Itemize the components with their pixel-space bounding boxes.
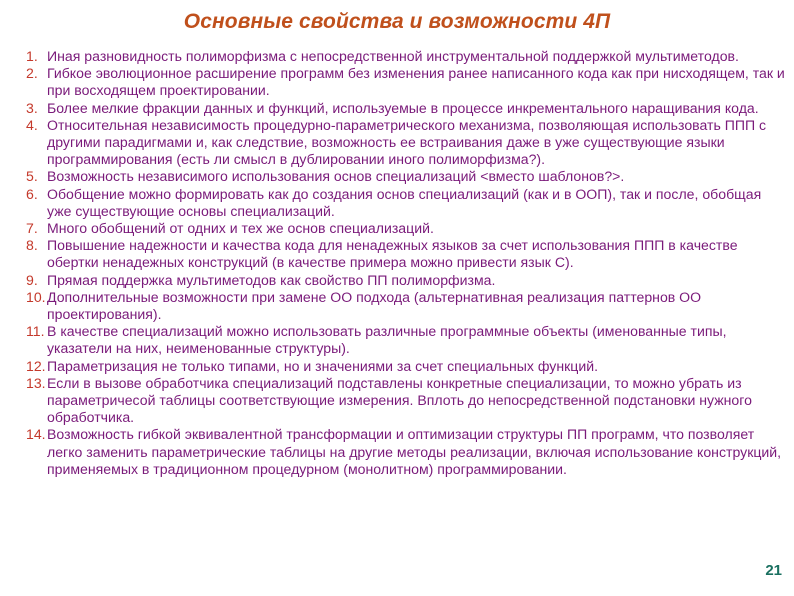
item-number: 12. bbox=[26, 357, 46, 374]
list-item bbox=[26, 168, 786, 185]
slide-title: Основные свойства и возможности 4П bbox=[183, 10, 611, 33]
item-number: 14. bbox=[26, 426, 46, 443]
item-text: Более мелкие фракции данных и функций, используемые в процессе инкрементального наращивания кода. bbox=[47, 99, 759, 116]
item-number: 6. bbox=[26, 185, 38, 202]
list-item bbox=[26, 65, 786, 99]
item-number: 13. bbox=[26, 374, 46, 391]
item-number: 10. bbox=[26, 288, 46, 305]
list-item bbox=[26, 220, 786, 237]
item-text: Иная разновидность полиморфизма с непосредственной инструментальной поддержкой мультиметодов. bbox=[47, 48, 739, 64]
item-number: 1. bbox=[26, 48, 38, 64]
item-text: Параметризация не только типами, но и значениями за счет специальных функций. bbox=[47, 357, 599, 374]
item-number: 4. bbox=[26, 116, 38, 133]
item-number: 2. bbox=[26, 65, 38, 82]
page-number: 21 bbox=[765, 562, 782, 579]
item-text: Возможность гибкой эквивалентной трансформации и оптимизации структуры ПП программ, что позволяет легко заменить параметрические таблицы на другие методы реализации, включая использование конструкций, применяемых в традиционном процедурном (монолитном) программировании. bbox=[47, 426, 782, 477]
item-number: 7. bbox=[26, 220, 38, 237]
item-number: 3. bbox=[26, 99, 38, 116]
item-number: 11. bbox=[26, 323, 45, 340]
item-text: Если в вызове обработчика специализаций подставлены конкретные специализации, то можно убрать из параметричесой таблицы соответствующие измерения. Вплоть до непосредственной подстановки нужного обработчика. bbox=[47, 374, 752, 426]
list-item bbox=[26, 186, 786, 220]
item-text: Много обобщений от одних и тех же основ специализаций. bbox=[47, 220, 434, 237]
item-text: Относительная независимость процедурно-параметрического механизма, позволяющая использовать ППП с другими парадигмами и, как следствие, возможность ее встраивания даже в уже существующие языки программирования (есть ли смысл в дублировании иного полиморфизма?). bbox=[47, 116, 767, 168]
item-text: Возможность независимого использования основ специализаций <вместо шаблонов?>. bbox=[47, 168, 625, 185]
item-number: 8. bbox=[26, 237, 38, 254]
list-item bbox=[26, 375, 786, 427]
list-item bbox=[26, 48, 786, 65]
item-text: Дополнительные возможности при замене ОО подхода (альтернативная реализация паттернов ОО проектирования). bbox=[47, 288, 702, 323]
item-text: Прямая поддержка мультиметодов как свойство ПП полиморфизма. bbox=[47, 271, 496, 288]
list-item bbox=[26, 289, 786, 323]
item-number: 9. bbox=[26, 271, 38, 288]
list-item bbox=[26, 100, 786, 117]
item-number: 5. bbox=[26, 168, 38, 185]
list-item bbox=[26, 272, 786, 289]
list-item bbox=[26, 358, 786, 375]
item-text: Повышение надежности и качества кода для ненадежных языков за счет использования ППП в качестве обертки ненадежных конструкций (в качестве примера можно привести язык С). bbox=[47, 237, 738, 271]
list-item bbox=[26, 237, 786, 271]
properties-list bbox=[26, 48, 786, 478]
item-text: В качестве специализаций можно использовать различные программные объекты (именованные типы, указатели на них, неименованные структуры). bbox=[47, 323, 727, 357]
item-text: Гибкое эволюционное расширение программ без изменения ранее написанного кода как при нисходящем, так и при восходящем проектировании. bbox=[47, 65, 785, 99]
item-text: Обобщение можно формировать как до создания основ специализаций (как и в ООП), так и после, обобщая уже существующие основы специализаций. bbox=[47, 185, 762, 219]
list-item bbox=[26, 117, 786, 169]
list-item bbox=[26, 323, 786, 357]
list-item bbox=[26, 426, 786, 478]
